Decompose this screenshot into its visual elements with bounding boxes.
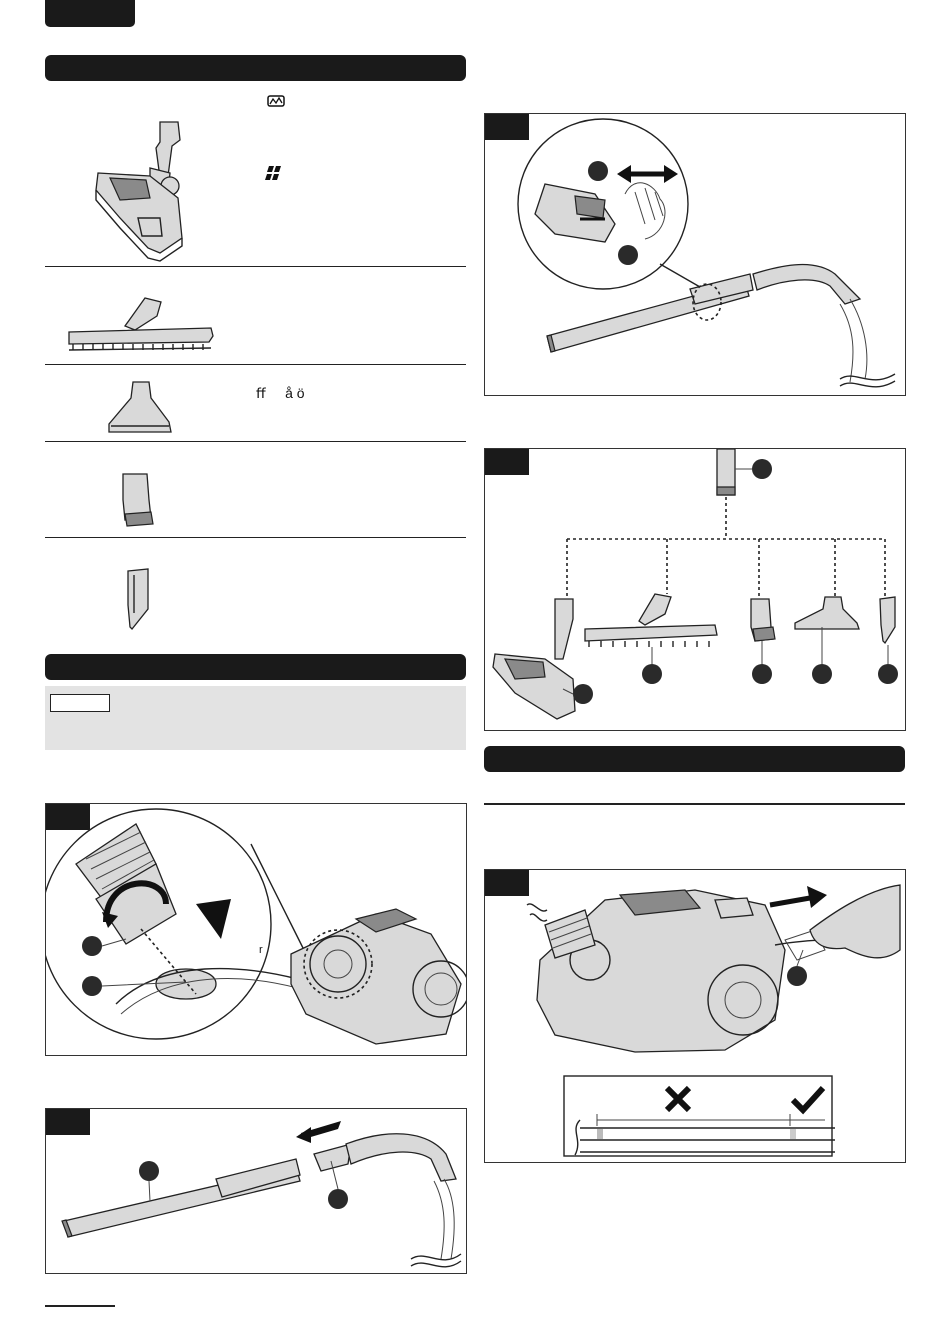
parquet-brush-illustration xyxy=(65,296,215,356)
page-tab xyxy=(45,0,135,27)
figure-accessory-fit xyxy=(484,448,906,731)
figure-hose-connect xyxy=(45,803,467,1056)
figure-tube-connect xyxy=(45,1108,467,1274)
note-label-box xyxy=(50,694,110,712)
table-divider xyxy=(45,537,466,538)
section-divider xyxy=(484,803,905,805)
hard-floor-mode-icon xyxy=(265,165,283,181)
dusting-brush-illustration xyxy=(115,470,160,530)
table-divider xyxy=(45,266,466,267)
upholstery-nozzle-illustration xyxy=(105,378,175,436)
footer-rule xyxy=(45,1305,115,1307)
table-divider xyxy=(45,364,466,365)
figure-tube-adjust xyxy=(484,113,906,396)
upholstery-nozzle-text: ﬀ å ö xyxy=(256,385,305,401)
figure-cord-pull xyxy=(484,869,906,1163)
section-header-operation xyxy=(484,746,905,772)
figure-note-fragment: r xyxy=(259,944,263,956)
crevice-nozzle-illustration xyxy=(122,565,157,633)
carpet-mode-icon xyxy=(267,94,285,108)
section-header-assembly xyxy=(45,654,466,680)
table-divider xyxy=(45,441,466,442)
section-header-accessories xyxy=(45,55,466,81)
floor-nozzle-illustration xyxy=(90,118,200,263)
